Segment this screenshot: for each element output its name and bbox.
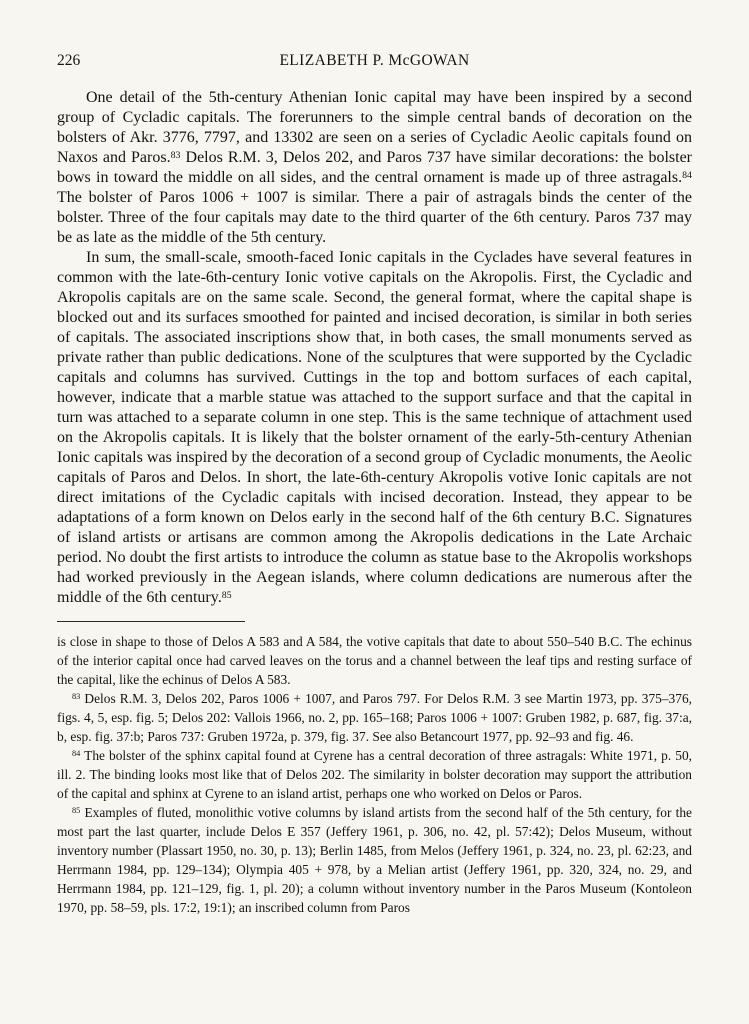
- page-header: [57, 52, 692, 72]
- body-paragraph: One detail of the 5th-century Athenian Ionic capital may have been inspired by a second group of Cycladic capitals. The forerunners to the simple central bands of decoration on the bolsters of Akr. 3776, 7797, and 13302 are seen on a series of Cycladic Aeolic capitals found on Naxos and Paros.$^{83}$ Delos R.M. 3, Delos 202, and Paros 737 have similar decorations: the bolster bows in toward the middle on all sides, and the central ornament is made up of three astragals.$^{84}$ The bolster of Paros 1006 + 1007 is similar. There a pair of astragals binds the center of the bolster. Three of the four capitals may date to the third quarter of the 6th century. Paros 737 may be as late as the middle of the 5th century.: [57, 89, 692, 246]
- footnote-reference: 85: [221, 589, 232, 601]
- footnote-reference: 84: [682, 169, 692, 181]
- footnote-continuation: is close in shape to those of Delos A 583 and A 584, the votive capitals that date to about 550–540 B.C. The echinus of the interior capital once had carved leaves on the torus and a channel between the leaf tips and resting surface of the capital, like the echinus of Delos A 583.: [57, 634, 692, 687]
- footnote: $^{83}$ Delos R.M. 3, Delos 202, Paros 1006 + 1007, and Paros 797. For Delos R.M. 3 see Martin 1973, pp. 375–376, figs. 4, 5, esp. fig. 5; Delos 202: Vallois 1966, no. 2, pp. 165–168; Paros 1006 + 1007: Gruben 1982, p. 687, fig. 37:a, b, esp. fig. 37:b; Paros 737: Gruben 1972a, p. 379, fig. 37. See also Betancourt 1977, pp. 92–93 and fig. 46.: [57, 691, 692, 744]
- footnote: $^{84}$ The bolster of the sphinx capital found at Cyrene has a central decoration of three astragals: White 1971, p. 50, ill. 2. The binding looks most like that of Delos 202. The similarity in bolster decoration may support the attribution of the capital and sphinx at Cyrene to an island artist, perhaps one who worked on Delos or Paros.: [57, 748, 692, 801]
- footnotes: [57, 632, 692, 917]
- footnote-number: 84: [72, 749, 81, 759]
- footnote-number: 83: [72, 692, 81, 702]
- footnote: $^{85}$ Examples of fluted, monolithic votive columns by island artists from the second half of the 5th century, for the most part the last quarter, include Delos E 357 (Jeffery 1961, p. 306, no. 42, pl. 57:42); Delos Museum, without inventory number (Plassart 1950, no. 30, p. 13); Berlin 1485, from Melos (Jeffery 1961, p. 324, no. 23, pl. 62:23, and Herrmann 1984, pp. 129–134); Olympia 405 + 978, by a Melian artist (Jeffery 1961, pp. 320, 324, no. 29, and Herrmann 1984, pp. 121–129, fig. 1, pl. 20); a column without inventory number in the Paros Museum (Kontoleon 1970, pp. 58–59, pls. 17:2, 19:1); an inscribed column from Paros: [57, 805, 692, 915]
- body-paragraph: In sum, the small-scale, smooth-faced Ionic capitals in the Cyclades have several features in common with the late-6th-century Ionic votive capitals on the Akropolis. First, the Cycladic and Akropolis capitals are on the same scale. Second, the general format, where the capital shape is blocked out and its surfaces smoothed for painted and incised decoration, is similar in both series of capitals. The associated inscriptions show that, in both cases, the small monuments served as private rather than public dedications. None of the sculptures that were supported by the Cycladic capitals and columns has survived. Cuttings in the top and bottom surfaces of each capital, however, indicate that a marble statue was attached to the support surface and that the capital in turn was attached to a separate column in one step. This is the same technique of attachment used on the Akropolis capitals. It is likely that the bolster ornament of the early-5th-century Athenian Ionic capitals was inspired by the decoration of a second group of Cycladic monuments, the Aeolic capitals of Paros and Delos. In short, the late-6th-century Akropolis votive Ionic capitals are not direct imitations of the Cycladic capitals with incised decoration. Instead, they appear to be adaptations of a form known on Delos early in the second half of the 6th century B.C. Signatures of island artists or artisans are common among the Akropolis dedications in the Late Archaic period. No doubt the first artists to introduce the column as statue base to the Akropolis workshops had worked previously in the Aegean islands, where column dedications are numerous after the middle of the 6th century.$^{85}$: [57, 249, 692, 606]
- page-number: 226: [57, 52, 81, 69]
- body-text: [57, 88, 692, 608]
- footnote-separator: [57, 621, 245, 622]
- footnote-reference: 83: [170, 149, 181, 161]
- running-head: ELIZABETH P. McGOWAN: [279, 52, 470, 69]
- footnote-number: 85: [72, 806, 81, 816]
